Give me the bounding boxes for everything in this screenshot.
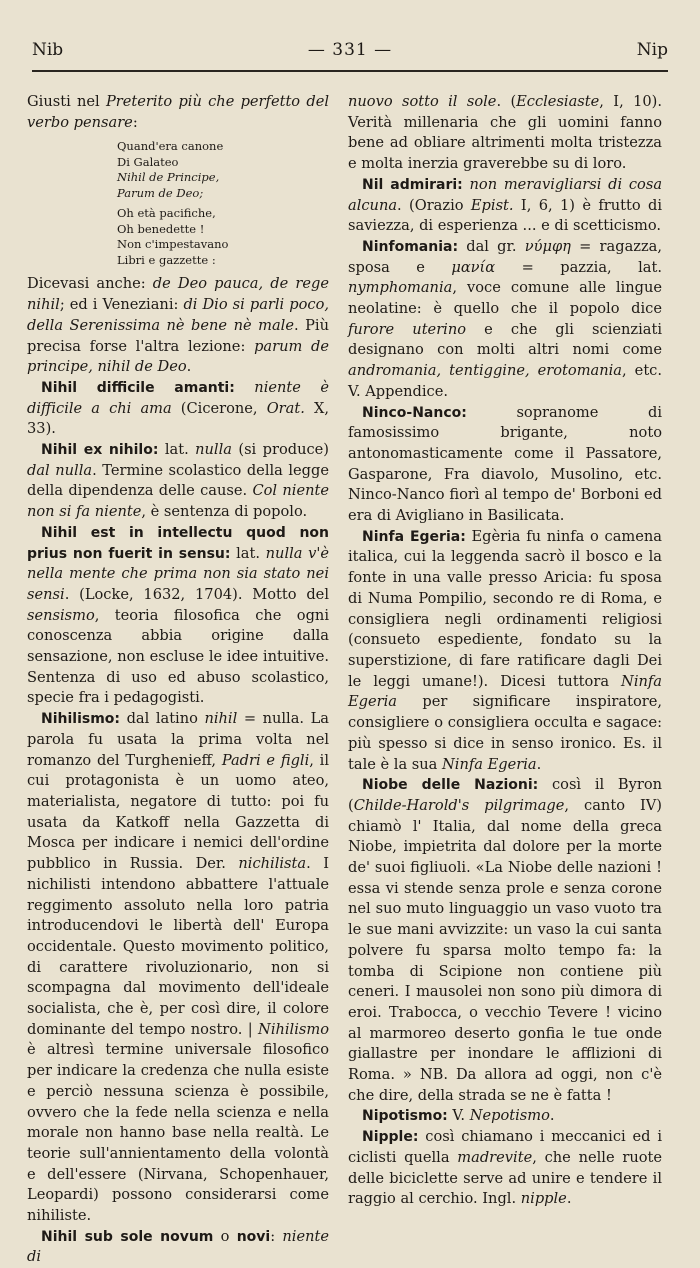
- italic-text: furore uterino: [348, 320, 467, 338]
- dictionary-entry: [27, 1227, 329, 1268]
- dictionary-entry: [348, 1127, 662, 1210]
- italic-text: Ninfa Egeria: [348, 672, 662, 711]
- entry-headword: Niobe delle Nazioni:: [362, 777, 539, 794]
- italic-text: Childe-Harold's pilgrimage: [353, 796, 565, 814]
- text-run: Egèria fu ninfa o camena italica, cui la leggenda sacrò il bosco e la fonte in una valle presso Aricia: fu sposa di Numa Pompilio, secondo re di Roma, e consigliera negli ordinamenti religiosi (consueto espediente, fondato su la superstizione, di fare ratificare dagli Dei le leggi umane!). Dicesi tuttora: [348, 527, 662, 690]
- text-run: = pazzia, lat.: [495, 258, 662, 276]
- italic-text: nipple: [520, 1190, 567, 1208]
- text-run: ; ed i Veneziani:: [59, 296, 184, 314]
- text-run: (Cicerone,: [171, 399, 267, 417]
- text-run: . (Orazio: [397, 196, 471, 214]
- dictionary-entry: [27, 523, 329, 709]
- text-run: dal gr.: [458, 237, 525, 255]
- text-run: sopranome di famosissimo brigante, noto antonomasticamente come il Passatore, Gasparone, Fra diavolo, Musolino, etc. Ninco-Nanco fiorì al tempo de' Borboni ed era di Avigliano in Basilicata.: [348, 403, 662, 525]
- right-column: [348, 92, 662, 1210]
- header-rule: [32, 70, 668, 72]
- entry-headword: Nihil est in intellectu quod non prius non fuerit in sensu:: [27, 524, 329, 562]
- paragraph: [27, 274, 329, 378]
- text-run: , voce comune alle lingue neolatine: è quello che il popolo dice: [348, 279, 662, 318]
- italic-text: madrevite: [457, 1148, 533, 1166]
- italic-text: niente è difficile a chi ama: [27, 378, 329, 417]
- text-run: lat.: [230, 544, 266, 562]
- text-run: , canto IV) chiamò l' Italia, dal nome della greca Niobe, impietrita dal dolore per la morte de' suoi figliuoli. «La Niobe delle nazioni ! essa vi stende senza prole e senza corone nel suo muto linguaggio un vaso vuoto tra le sue mani avvizzite: un vaso la cui santa polvere fu sparsa molto tempo fa: la tomba di Scipione non contiene più ceneri. I mausolei non sono più dimora di eroi. Trabocca, o vecchio Tevere ! vicino al marmoreo deserto gonfia le tue onde giallastre per inondare le afflizioni di Roma. » NB. Da allora ad oggi, non c'è che dire, della strada se ne è fatta !: [348, 796, 662, 1104]
- text-run: I, 6, 1) è frutto di saviezza, di esperienza ... e di scetticismo.: [348, 196, 662, 235]
- text-run: V.: [447, 1107, 470, 1125]
- running-head: [32, 40, 668, 66]
- continued-paragraph: [348, 92, 662, 175]
- poem-line: Oh età pacifiche,: [117, 206, 216, 221]
- entry-headword: Ninco-Nanco:: [362, 404, 467, 421]
- dictionary-entry: [348, 1106, 662, 1127]
- entry-headword: Ninfa Egeria:: [362, 528, 466, 545]
- poem-line: Nihil de Principe,: [117, 170, 220, 185]
- poem-stanza: [117, 139, 329, 201]
- text-run: .: [536, 755, 542, 773]
- text-run: o: [213, 1227, 237, 1245]
- poem-line: Libri e gazzette :: [117, 252, 216, 267]
- italic-text: di Dio si parli poco, della Serenissima nè bene nè male: [27, 296, 329, 334]
- italic-text: Orat.: [266, 399, 305, 417]
- left-column: [27, 92, 329, 1268]
- poem-line: Oh benedette !: [117, 221, 205, 236]
- text-run: dal latino: [120, 710, 205, 728]
- text-run: , il cui protagonista è un uomo ateo, materialista, negatore di tutto: poi fu usata da Katkoff nella Gazzetta di Mosca per indicare i nemici dell'ordine pubblico in Russia. Der.: [27, 751, 329, 873]
- text-run: . Termine scolastico della legge della dipendenza delle cause.: [27, 461, 330, 500]
- text-run: .: [566, 1190, 572, 1208]
- entry-headword: Nil admirari:: [362, 176, 463, 193]
- italic-text: Nepotismo: [469, 1107, 550, 1125]
- italic-text: nulla: [195, 441, 232, 459]
- text-run: , che nelle ruote delle biciclette serve ad unire e tendere il raggio al cerchio. Ingl.: [348, 1148, 662, 1208]
- text-run: = nulla. La parola fu usata la prima volta nel romanzo del Turghenieff,: [27, 710, 330, 769]
- entry-headword: Nipotismo:: [362, 1108, 448, 1125]
- dictionary-entry: [348, 527, 662, 775]
- italic-text: niente di: [27, 1227, 329, 1266]
- text-run: . Più precisa forse l'altra lezione:: [27, 316, 329, 355]
- entry-headword: Nihil sub sole novum: [41, 1228, 214, 1245]
- dictionary-entry: [27, 440, 329, 523]
- poem-line: Non c'impestavano: [117, 237, 229, 252]
- dictionary-entry: [348, 403, 662, 527]
- italic-text: non meravigliarsi di cosa alcuna: [348, 175, 663, 214]
- dictionary-entry: [27, 709, 329, 1227]
- text-run: così il Byron (: [348, 776, 662, 814]
- text-run: Dicevasi anche:: [27, 275, 153, 293]
- text-run: :: [270, 1227, 283, 1245]
- italic-text: μανία: [451, 258, 496, 276]
- text-run: . (: [496, 93, 517, 110]
- running-head-left: Nib: [32, 40, 64, 60]
- text-run: così chiamano i meccanici ed i ciclisti quella: [348, 1128, 662, 1166]
- text-run: = ragazza, sposa e: [348, 237, 662, 276]
- italic-text: dal nulla: [27, 461, 93, 479]
- italic-text: nymphomania: [348, 279, 453, 297]
- italic-text: sensismo: [27, 606, 95, 624]
- entry-headword: Nihil difficile amanti:: [41, 379, 235, 396]
- text-run: . I nichilisti intendono abbattere l'attuale reggimento assoluto nella loro patria introducendovi le libertà dell' Europa occidentale. Questo movimento politico, di carattere rivoluzionario, non si scompagna dal movimento dell'ideale socialista, che è, per così dire, il colore dominante del tempo nostro. |: [27, 855, 329, 1038]
- quoted-poem: [117, 139, 329, 268]
- italic-text: νύμφη: [524, 237, 571, 255]
- italic-text: Preterito più che perfetto del verbo pensare: [27, 93, 329, 131]
- text-run: .: [549, 1107, 555, 1125]
- text-run: , teoria filosofica che ogni conoscenza abbia origine dalla sensazione, non escluse le idee intuitive. Sentenza di uso ed abuso scolastico, specie fra i pedagogisti.: [27, 606, 329, 707]
- poem-line: Di Galateo: [117, 154, 179, 169]
- italic-text: Ninfa Egeria: [442, 755, 537, 773]
- text-run: [235, 379, 254, 396]
- text-run: (si produce): [231, 441, 329, 459]
- italic-text: Nihilismo: [258, 1020, 329, 1038]
- italic-text: parum de principe, nihil de Deo: [27, 337, 329, 376]
- text-run: X, 33).: [27, 399, 329, 438]
- text-run: .: [186, 358, 192, 376]
- italic-text: Ecclesiaste: [516, 93, 600, 110]
- text-run: , etc. V. Appendice.: [348, 362, 662, 400]
- poem-stanza: [117, 206, 329, 268]
- entry-headword: Nipple:: [362, 1129, 419, 1146]
- italic-text: andromania, tentiggine, erotomania: [348, 362, 623, 380]
- text-run: lat.: [158, 441, 196, 459]
- text-run: , I, 10). Verità millenaria che gli uomini fanno bene ad obliare altrimenti molta tristezza e molta inerzia graverebbe su di loro.: [348, 93, 662, 173]
- italic-text: nihil: [204, 710, 238, 728]
- text-run: , è sentenza di popolo.: [141, 503, 308, 521]
- italic-text: Col niente non si fa niente: [27, 482, 329, 521]
- continued-paragraph: [27, 92, 329, 133]
- text-run: :: [132, 113, 138, 131]
- entry-headword: Nihil ex nihilo:: [41, 442, 159, 459]
- poem-line: Quand'era canone: [117, 139, 224, 154]
- entry-headword: Ninfomania:: [362, 238, 459, 255]
- text-run: è altresì termine universale filosofico per indicare la credenza che nulla esiste e perciò nessuna scienza è possibile, ovvero che la fede nella scienza e nella morale non hanno base nella realtà. Le teorie sull'annientamento della volontà e dell'essere (Nirvana, Schopenhauer, Leopardi) possono considerarsi come nihiliste.: [27, 1041, 329, 1225]
- page-number: — 331 —: [307, 40, 393, 60]
- running-head-right: Nip: [636, 40, 668, 60]
- dictionary-entry: [348, 775, 662, 1106]
- italic-text: de Deo pauca, de rege nihil: [27, 275, 329, 314]
- italic-text: nichilista: [238, 855, 307, 873]
- text-run: per significare inspiratore, consigliere o consigliera occulta e sagace: più spesso si dice in senso ironico. Es. il tale è la sua: [348, 693, 662, 773]
- italic-text: Epist.: [470, 196, 514, 214]
- headword: novi: [236, 1228, 271, 1245]
- italic-text: Padri e figli: [221, 751, 310, 769]
- italic-text: nuovo sotto il sole: [348, 93, 497, 110]
- text-run: . (Locke, 1632, 1704). Motto del: [64, 585, 329, 603]
- dictionary-entry: [348, 237, 662, 403]
- text-run: Giusti nel: [27, 93, 106, 110]
- text-run: e che gli scienziati designano con molti altri nomi come: [348, 320, 662, 359]
- dictionary-entry: [27, 378, 329, 440]
- text-run: [463, 176, 470, 193]
- poem-line: Parum de Deo;: [117, 185, 204, 200]
- entry-headword: Nihilismo:: [41, 711, 121, 728]
- dictionary-entry: [348, 175, 662, 237]
- italic-text: nulla v'è nella mente che prima non sia stato nei sensi: [27, 544, 330, 603]
